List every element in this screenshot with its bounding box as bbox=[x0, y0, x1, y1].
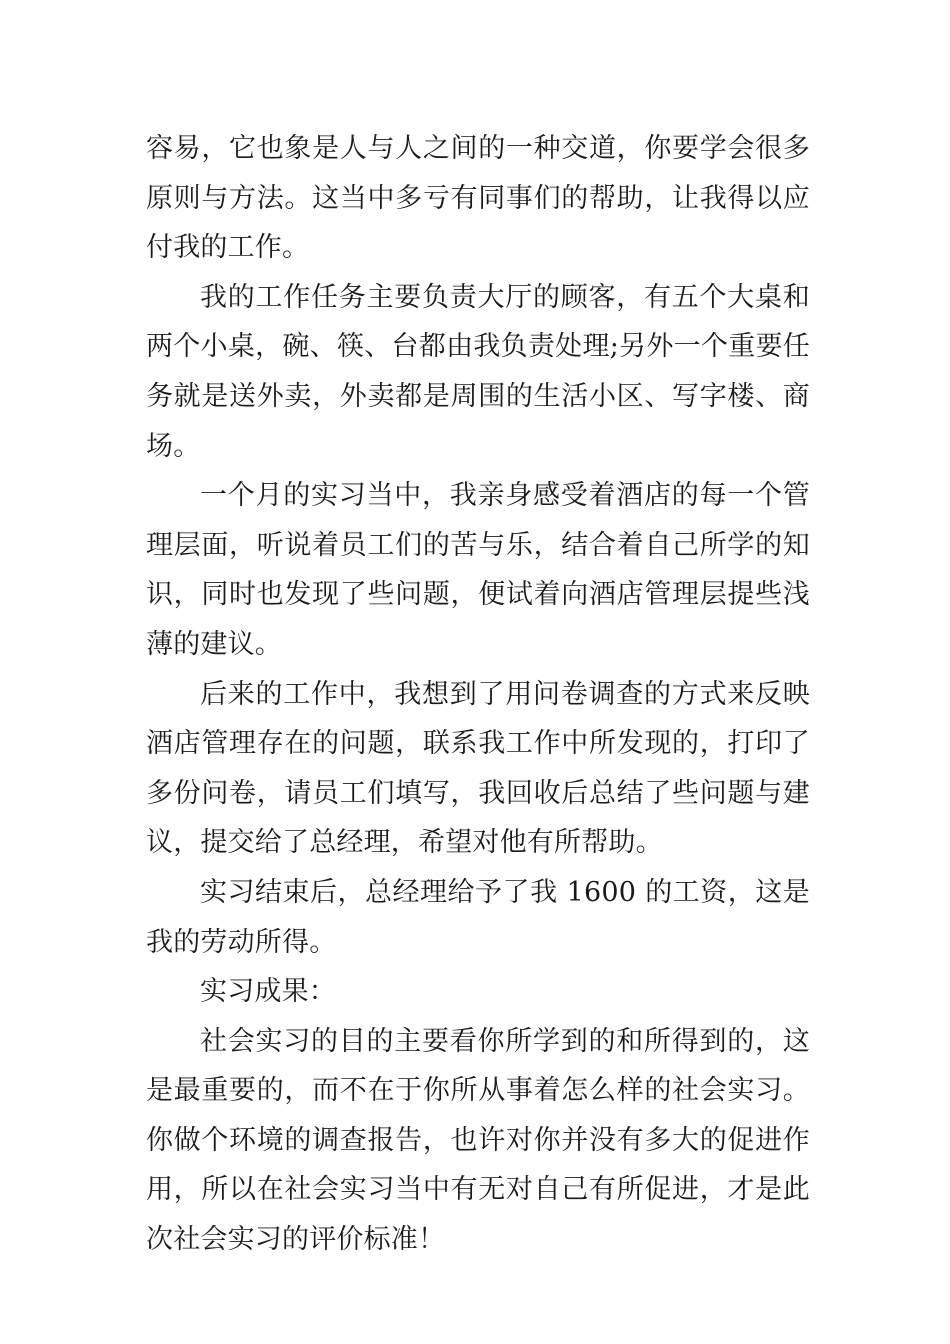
section-heading-results: 实习成果： bbox=[200, 976, 336, 1008]
paragraph-work-tasks: 我的工作任务主要负责大厅的顾客，有五个大桌和两个小桌，碗、筷、台都由我负责处理;另外一个重要任务就是送外卖，外卖都是周围的生活小区、写字楼、商场。 bbox=[146, 281, 810, 462]
paragraph-salary: 实习结束后，总经理给予了我 1600 的工资，这是我的劳动所得。 bbox=[146, 876, 810, 958]
document-body bbox=[146, 124, 810, 1265]
paragraph-results: 社会实习的目的主要看你所学到的和所得到的，这是最重要的，而不在于你所从事着怎么样的社会实习。你做个环境的调查报告，也许对你并没有多大的促进作用，所以在社会实习当中有无对自己有所促进，才是此次社会实习的评价标准！ bbox=[146, 1025, 810, 1256]
paragraph-continuation: 容易，它也象是人与人之间的一种交道，你要学会很多原则与方法。这当中多亏有同事们的帮助，让我得以应付我的工作。 bbox=[146, 133, 810, 264]
paragraph-questionnaire: 后来的工作中，我想到了用问卷调查的方式来反映酒店管理存在的问题，联系我工作中所发现的，打印了多份问卷，请员工们填写，我回收后总结了些问题与建议，提交给了总经理，希望对他有所帮助。 bbox=[146, 678, 810, 859]
paragraph-management-observation: 一个月的实习当中，我亲身感受着酒店的每一个管理层面，听说着员工们的苦与乐，结合着自己所学的知识，同时也发现了些问题，便试着向酒店管理层提些浅薄的建议。 bbox=[146, 480, 810, 660]
